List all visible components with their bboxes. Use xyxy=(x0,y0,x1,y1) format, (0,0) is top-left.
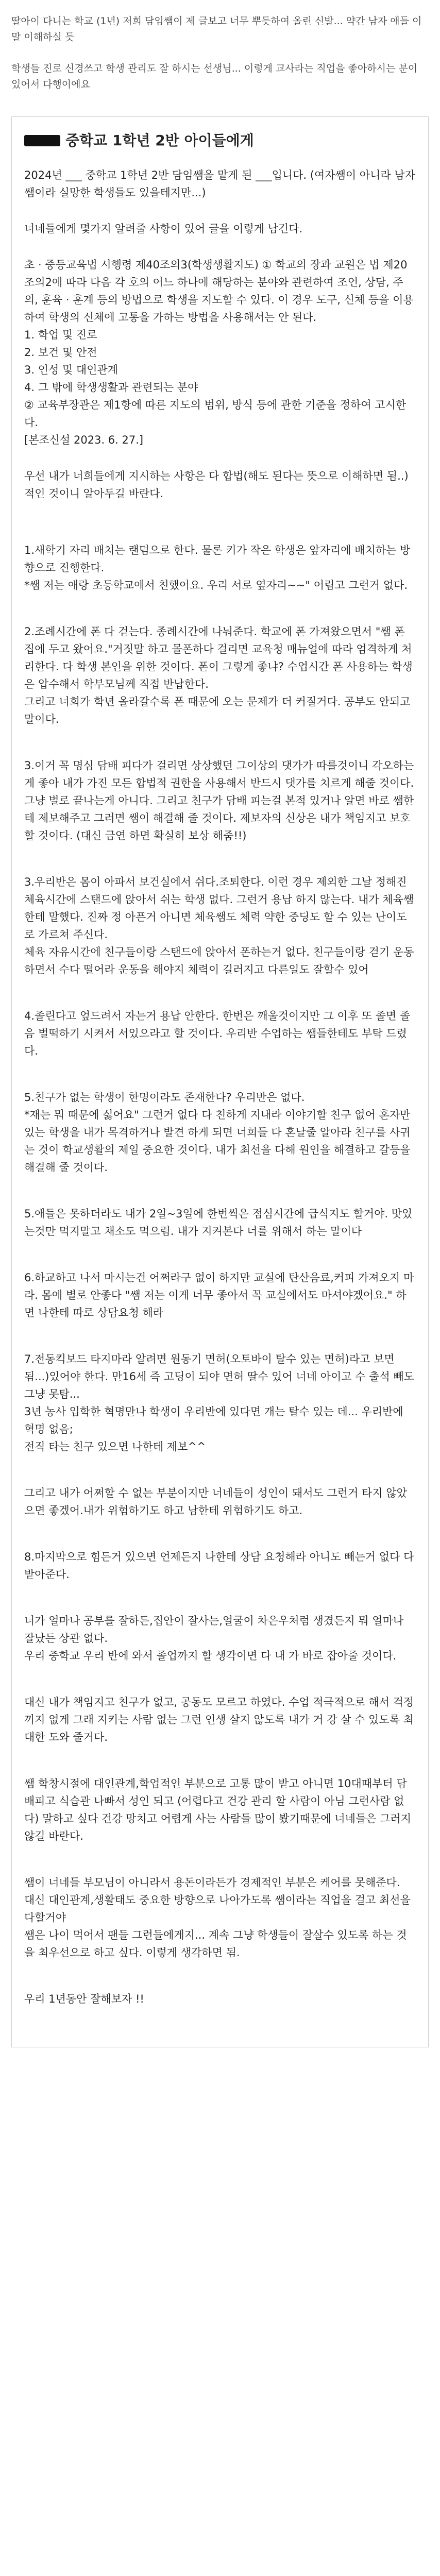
rule-seating: 1.새학기 자리 배치는 랜덤으로 한다. 물론 키가 작은 학생은 앞자리에 배치하는 방향으로 진행한다. *쌤 저는 애랑 초등학교에서 친했어요. 우리 서로 옆자리~~" 어림고 그런거 없다. xyxy=(24,544,411,591)
rule-counseling: 8.마지막으로 힘든거 있으면 언제든지 나한테 상담 요청해라 아니도 빼는거 없다 다 받아준다. xyxy=(24,1551,417,1581)
letter-preface: 우선 내가 너희들에게 지시하는 사항은 다 합법(해도 된다는 뜻으로 이해하면 됨..)적인 것이니 알아두길 바란다. xyxy=(24,470,409,500)
intro-line: 딸아이 다니는 학교 (1년) 저희 담임쌤이 제 글보고 너무 뿌듯하여 올린 신발... 약간 남자 애들 이 말 이해하실 듯 xyxy=(11,15,422,43)
letter-notice: 너네들에게 몇가지 알려줄 사항이 있어 글을 이렇게 남긴다. xyxy=(24,223,303,235)
rule-lunch: 5.애들은 못하더라도 내가 2일~3일에 한번씩은 점심시간에 급식지도 할거야. 맛있는것만 먹지말고 채소도 먹으렴. 내가 지켜본다 너를 위해서 하는 말이다 xyxy=(24,1208,413,1238)
rule-friends: 5.친구가 없는 학생이 한명이라도 존재한다? 우리반은 없다. *재는 뭐 때문에 싫어요" 그런거 없다 다 친하게 지내라 이야기할 친구 없어 혼자만 있는 학생을 내가 목격하거나 발견 하게 되면 너희들 다 혼날줄 알아라 친구를 사귀는 것이 학교생활의 제일 중요한 것이다. 내가 최선을 다해 원인을 해결하고 갈등을 해결해 줄 것이다. xyxy=(24,1091,411,1174)
letter-greeting: 2024년 ___ 중학교 1학년 2반 담임쌤을 맡게 된 ___입니다. (여자쌤이 아니라 남자쌤이라 실망한 학생들도 있을테지만...) xyxy=(24,169,415,199)
letter-paragraph: 쌤 학창시절에 대인관계,학업적인 부분으로 고통 많이 받고 아니면 10대때부터 담배피고 식습관 나빠서 성인 되고 (어렵다고 건강 관리 할 사람이 아님 그런사람 없다) 말하고 싶다 건강 망치고 어렵게 사는 사람들 많이 봤기때문에 너네들은 그러지 않길 바란다. xyxy=(24,1777,415,1842)
letter-paragraph: 쌤이 너네들 부모님이 아니라서 용돈이라든가 경제적인 부분은 케어를 못해준다. 대신 대인관계,생활태도 중요한 방향으로 나아가도록 쌤이라는 직업을 걸고 최선을 다할거야 쌤은 나이 먹어서 팬들 그런들에게지... 계속 그냥 학생들이 잘살수 있도록 하는 것을 최우선으로 하고 싶다. 이렇게 생각하면 됨. xyxy=(24,1876,411,1959)
intro-line: 학생들 진로 신경쓰고 학생 관리도 잘 하시는 선생님... 이렇게 교사라는 직업을 좋아하시는 분이 있어서 다행이에요 xyxy=(11,63,418,90)
rule-pe: 3.우리반은 몸이 아파서 보건실에서 쉬다.조퇴한다. 이런 경우 제외한 그날 정해진 체육시간에 스탠드에 앉아서 쉬는 학생 없다. 그런거 용납 하지 않는다. 내가 체육쌤한테 말했다. 진짜 정 아픈거 아니면 체육쌤도 체력 약한 중딩도 할 수 있는 난이도로 가르쳐 주신다. 체육 자유시간에 친구들이랑 스탠드에 앉아서 폰하는거 없다. 친구들이랑 걷기 운동 하면서 수다 떨어라 운동을 해야지 체력이 길러지고 다른일도 잘할수 있어 xyxy=(24,876,414,976)
letter-paragraph: 대신 내가 책임지고 친구가 없고, 공동도 모르고 하였다. 수업 적극적으로 해서 걱정 끼지 없게 그래 지키는 사람 없는 그런 인생 살지 않도록 내가 거 강 살 수 있도록 최대한 도와 줄거다. xyxy=(24,1696,417,1743)
letter-paragraph: 너가 얼마나 공부를 잘하든,집안이 잘사는,얼굴이 차은우처럼 생겼든지 뭐 얼마나 잘났든 상관 없다. 우리 중학교 우리 반에 와서 졸업까지 할 생각이면 다 내 가 바로 잡아줄 것이다. xyxy=(24,1615,404,1662)
rule-scooter: 7.전동킥보드 타지마라 알려면 원동기 면허(오토바이 탈수 있는 면허)라고 보면 됨...)있어야 한다. 만16세 즉 고딩이 되야 면허 딸수 있어 너네 아이고 수 출석 빼도 그냥 못탐... 3년 농사 입학한 혁명만나 학생이 우리반에 있다면 개는 탈수 있는 데... 우리반에 혁명 없음; 전직 타는 친구 있으면 나한테 제보^^ xyxy=(24,1353,414,1453)
letter-title-text: 중학교 1학년 2반 아이들에게 xyxy=(65,132,254,149)
letter-closing: 우리 1년동안 잘해보자 !! xyxy=(24,1993,144,2005)
rule-drinks: 6.하교하고 나서 마시는건 어쩌라구 없이 하지만 교실에 탄산음료,커피 가져오지 마라. 몸에 별로 안좋다 "쌤 저는 이게 너무 좋아서 꼭 교실에서도 마셔야겠어요." 하면 나한테 따로 상담요청 해라 xyxy=(24,1272,414,1319)
rule-phone: 2.조례시간에 폰 다 걷는다. 종례시간에 나눠준다. 학교에 폰 가져왔으면서 "쌤 폰 집에 두고 왔어요."거짓말 하고 몰폰하다 걸리면 교육청 매뉴얼에 따라 엄격하게 처리한다. 다 학생 본인을 위한 것이다. 폰이 그렇게 좋냐? 수업시간 폰 사용하는 학생은 압수해서 학부모님께 직접 반납한다. 그리고 너희가 학년 올라갈수록 폰 때문에 오는 문제가 더 커질거다. 공부도 안되고 말이다. xyxy=(24,625,413,725)
letter-paragraph: 그리고 내가 어쩌할 수 없는 부분이지만 너네들이 성인이 돼서도 그런거 타지 않았으면 좋겠어.내가 위험하기도 하고 남한테 위험하기도 하고. xyxy=(24,1487,407,1517)
rule-sleeping: 4.졸린다고 엎드려서 자는거 용납 안한다. 한번은 깨울것이지만 그 이후 또 졸면 졸음 벌떡하기 시켜서 서있으라고 할 것이다. 우리반 수업하는 쌤들한테도 부탁 드렸다. xyxy=(24,1010,411,1057)
letter-title xyxy=(24,130,416,151)
law-excerpt: 초 · 중등교육법 시행령 제40조의3(학생생활지도) ① 학교의 장과 교원은 법 제20조의2에 따라 다음 각 호의 어느 하나에 해당하는 분야와 관련하여 조언, 상담, 주의, 훈육 · 훈계 등의 방법으로 학생을 지도할 수 있다. 이 경우 도구, 신체 등을 이용하여 학생의 신체에 고통을 가하는 방법을 사용해서는 안 된다. 1. 학업 및 진로 2. 보건 및 안전 3. 인성 및 대인관계 4. 그 밖에 학생생활과 관련되는 분야 ② 교육부장관은 제1항에 따른 지도의 범위, 방식 등에 관한 기준을 정하여 고시한다. [본조신설 2023. 6. 27.] xyxy=(24,259,414,446)
letter-card xyxy=(11,116,429,2047)
intro-text xyxy=(0,0,440,102)
redacted-school-name xyxy=(24,135,60,146)
rule-smoking: 3.이거 꼭 명심 담배 피다가 걸리면 상상했던 그이상의 댓가가 따를것이니 각오하는게 좋아 내가 가진 모든 합법적 권한을 사용해서 반드시 댓가를 치르게 해줄 것이다. 그냥 벌로 끝나는게 아니다. 그리고 친구가 담배 피는걸 본적 있거나 알면 바로 쌤한테 제보해주고 그러면 쌤이 해결해 줄 것이다. 제보자의 신상은 내가 책임지고 보호할 것이다. (대신 금연 하면 확실히 보상 해줌!!) xyxy=(24,759,417,842)
